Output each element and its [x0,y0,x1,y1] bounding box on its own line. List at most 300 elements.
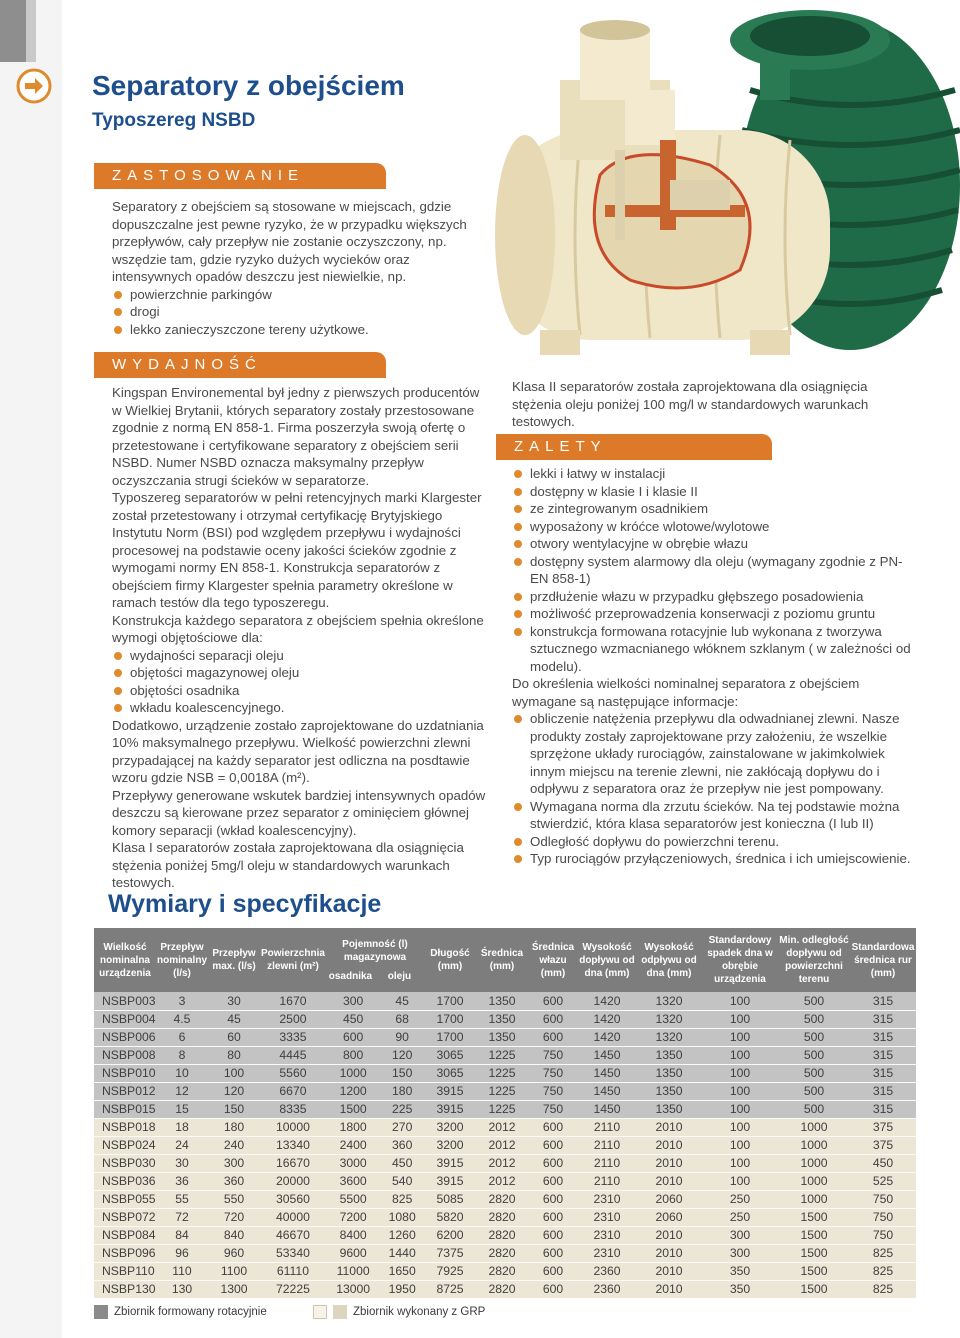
col-header: Min. odległość dopływu od powierzchni terenu [778,928,850,992]
table-cell: 1000 [778,1154,850,1172]
table-cell: 450 [380,1154,424,1172]
table-cell: 1500 [778,1226,850,1244]
table-cell: 825 [850,1262,916,1280]
table-cell: 3915 [424,1100,476,1118]
table-cell: 550 [208,1190,260,1208]
table-cell: 1350 [636,1046,702,1064]
table-cell: 2310 [578,1244,636,1262]
table-cell: 600 [528,1208,578,1226]
table-cell: 1320 [636,1010,702,1028]
table-cell-model: NSBP008 [94,1046,156,1064]
table-cell: 500 [778,1046,850,1064]
table-cell: 240 [208,1136,260,1154]
table-cell: 5500 [326,1190,380,1208]
table-cell: 1700 [424,1010,476,1028]
zalety-info-list [512,710,912,868]
table-cell: 750 [528,1082,578,1100]
table-cell: 1225 [476,1046,528,1064]
table-cell: 500 [778,1100,850,1118]
table-cell: 2820 [476,1190,528,1208]
left-margin-bar [0,0,62,1338]
table-cell: 300 [208,1154,260,1172]
table-cell: 540 [380,1172,424,1190]
table-cell: 100 [702,1172,778,1190]
table-cell: 12 [156,1082,208,1100]
list-item: otwory wentylacyjne w obrębie włazu [512,535,912,553]
table-cell: 1080 [380,1208,424,1226]
table-cell: 2820 [476,1244,528,1262]
specs-table-wrap [94,928,916,1298]
list-item: wyposażony w króćce wlotowe/wylotowe [512,518,912,536]
list-item: konstrukcja formowana rotacyjnie lub wykonana z tworzywa sztucznego wzmacnianego włóknem szklanym ( w zależności od modelu). [512,623,912,676]
table-cell: 1500 [778,1280,850,1298]
col-header: Powierzchnia zlewni (m²) [260,928,326,992]
table-cell: 600 [528,1262,578,1280]
table-cell: 3000 [326,1154,380,1172]
table-row [94,1118,916,1136]
table-cell: 2010 [636,1244,702,1262]
table-cell: 1500 [778,1244,850,1262]
table-cell: 1420 [578,992,636,1010]
zalety-content [512,465,912,868]
table-cell: 500 [778,1010,850,1028]
section-header-zalety: ZALETY [496,434,772,460]
table-cell: 6200 [424,1226,476,1244]
table-cell-model: NSBP018 [94,1118,156,1136]
table-cell: 750 [528,1100,578,1118]
table-cell: 600 [528,1136,578,1154]
table-cell: 600 [326,1028,380,1046]
table-cell: 1420 [578,1010,636,1028]
table-cell: 750 [850,1190,916,1208]
table-cell-model: NSBP015 [94,1100,156,1118]
table-cell: 315 [850,992,916,1010]
table-cell: 3915 [424,1172,476,1190]
table-cell-model: NSBP130 [94,1280,156,1298]
table-cell: 1420 [578,1028,636,1046]
table-cell: 8 [156,1046,208,1064]
table-cell: 1000 [778,1172,850,1190]
table-cell: 225 [380,1100,424,1118]
corner-stripe-light [26,0,36,62]
table-cell: 2400 [326,1136,380,1154]
klasa2-text: Klasa II separatorów została zaprojektowana dla osiągnięcia stężenia oleju poniżej 100 mg/l w standardowych warunkach testowych. [512,379,869,429]
table-cell: 61110 [260,1262,326,1280]
table-cell: 600 [528,1118,578,1136]
col-header-pojemnosc [326,928,424,992]
table-cell: 2060 [636,1208,702,1226]
table-cell: 3335 [260,1028,326,1046]
table-cell: 800 [326,1046,380,1064]
table-cell: 6 [156,1028,208,1046]
table-cell: 315 [850,1046,916,1064]
list-item: wydajności separacji oleju [112,647,488,665]
table-cell: 2820 [476,1208,528,1226]
table-cell: 2010 [636,1136,702,1154]
table-header-row [94,928,916,992]
table-cell: 1700 [424,992,476,1010]
arrow-right-icon [14,66,54,106]
table-cell: 600 [528,992,578,1010]
table-cell: 1650 [380,1262,424,1280]
wydajnosc-text-5: Przepływy generowane wskutek bardziej intensywnych opadów deszczu są kierowane przez separator z ominięciem głównej komory separacji (wkład koalescencyjny). [112,787,486,838]
specs-table [94,928,916,1298]
table-cell: 5085 [424,1190,476,1208]
table-cell: 7925 [424,1262,476,1280]
table-cell: 3065 [424,1064,476,1082]
table-cell: 60 [208,1028,260,1046]
table-cell: 2010 [636,1118,702,1136]
table-cell: 315 [850,1064,916,1082]
table-cell: 300 [326,992,380,1010]
col-header: Wielkość nominalna urządzenia [94,928,156,992]
table-cell: 1450 [578,1082,636,1100]
table-cell: 100 [702,1136,778,1154]
table-cell: 2012 [476,1172,528,1190]
table-cell: 3 [156,992,208,1010]
table-cell: 1200 [326,1082,380,1100]
table-cell: 315 [850,1100,916,1118]
wydajnosc-content [112,384,488,892]
list-item: lekko zanieczyszczone tereny użytkowe. [112,321,472,339]
list-item: dostępny system alarmowy dla oleju (wymagany zgodnie z PN-EN 858-1) [512,553,912,588]
table-cell: 96 [156,1244,208,1262]
table-cell: 46670 [260,1226,326,1244]
table-row [94,1100,916,1118]
col-header: Średnica włazu (mm) [528,928,578,992]
table-cell: 500 [778,1064,850,1082]
table-row [94,1064,916,1082]
col-header: Pojemność (l) magazynowa [342,938,408,963]
col-header: osadnika [328,970,373,982]
col-header: Wysokość dopływu od dna (mm) [578,928,636,992]
table-cell: 825 [850,1244,916,1262]
wydajnosc-text-4: Dodatkowo, urządzenie zostało zaprojektowane do uzdatniania 10% maksymalnego przepływu. Wielkość powierzchni zlewni przypadającej na każdy separator jest odliczna na posdtawie wzoru gdzie NSB = 0,0018A (m²). [112,717,484,785]
zastosowanie-list [112,286,472,339]
table-cell: 130 [156,1280,208,1298]
table-cell: 5560 [260,1064,326,1082]
wydajnosc-list [112,647,488,717]
table-cell: 72 [156,1208,208,1226]
table-cell: 100 [702,1154,778,1172]
table-cell: 500 [778,1028,850,1046]
table-cell-model: NSBP003 [94,992,156,1010]
table-cell: 2310 [578,1226,636,1244]
table-cell: 250 [702,1190,778,1208]
table-cell: 1225 [476,1100,528,1118]
table-cell: 1450 [578,1064,636,1082]
zastosowanie-text: Separatory z obejściem są stosowane w miejscach, gdzie dopuszczalne jest pewne ryzyko, że w przypadku większych przepływów, cały przepływ nie zostanie oczyszczony, np. wszędzie tam, gdzie ryzyko dużych wycieków oraz intensywnych opadów deszczu jest niewielkie, np. [112,199,467,284]
table-cell: 1225 [476,1064,528,1082]
table-row [94,1082,916,1100]
table-cell: 9600 [326,1244,380,1262]
table-cell: 2820 [476,1226,528,1244]
table-cell: 315 [850,1028,916,1046]
table-cell: 315 [850,1010,916,1028]
col-header: Wysokość odpływu od dna (mm) [636,928,702,992]
legend-label: Zbiornik wykonany z GRP [353,1306,486,1318]
col-header: oleju [387,970,412,982]
wydajnosc-text-6: Klasa I separatorów została zaprojektowana dla osiągnięcia stężenia poniżej 5mg/l oleju w standardowych warunkach testowych. [112,840,464,890]
table-cell: 825 [380,1190,424,1208]
table-cell: 315 [850,1082,916,1100]
list-item: Typ rurociągów przyłączeniowych, średnica i ich umiejscowienie. [512,850,912,868]
table-row [94,992,916,1010]
table-row [94,1046,916,1064]
legend-label: Zbiornik formowany rotacyjnie [114,1306,267,1318]
col-header: Standardowy spadek dna w obrębie urządzenia [702,928,778,992]
zastosowanie-content [112,198,472,338]
table-cell: 72225 [260,1280,326,1298]
table-cell: 720 [208,1208,260,1226]
table-cell: 2060 [636,1190,702,1208]
table-cell-model: NSBP096 [94,1244,156,1262]
table-cell: 6670 [260,1082,326,1100]
table-cell: 120 [208,1082,260,1100]
table-cell: 1260 [380,1226,424,1244]
table-cell: 1000 [778,1118,850,1136]
col-header: Standardowa średnica rur (mm) [850,928,916,992]
table-cell: 1100 [208,1262,260,1280]
table-cell: 2310 [578,1208,636,1226]
zalety-intro: Do określenia wielkości nominalnej separatora z obejściem wymagane są następujące informacje: [512,676,860,709]
table-cell: 1000 [326,1064,380,1082]
table-cell: 2110 [578,1154,636,1172]
table-cell: 2010 [636,1154,702,1172]
table-cell: 30 [156,1154,208,1172]
wydajnosc-text-3: Konstrukcja każdego separatora z obejściem spełnia określone wymogi objętościowe dla: [112,612,484,645]
table-cell-model: NSBP072 [94,1208,156,1226]
table-cell: 13340 [260,1136,326,1154]
table-cell-model: NSBP055 [94,1190,156,1208]
table-cell: 30 [208,992,260,1010]
table-cell: 750 [528,1064,578,1082]
table-cell-model: NSBP036 [94,1172,156,1190]
table-cell: 1000 [778,1136,850,1154]
table-cell: 20000 [260,1172,326,1190]
table-cell: 1800 [326,1118,380,1136]
table-cell: 13000 [326,1280,380,1298]
table-cell: 68 [380,1010,424,1028]
table-cell: 90 [380,1028,424,1046]
table-cell: 450 [850,1154,916,1172]
table-cell: 2010 [636,1226,702,1244]
table-cell: 55 [156,1190,208,1208]
table-cell: 180 [208,1118,260,1136]
table-cell: 250 [702,1208,778,1226]
table-cell: 3915 [424,1154,476,1172]
table-cell: 1225 [476,1082,528,1100]
list-item: dostępny w klasie I i klasie II [512,483,912,501]
table-cell: 1350 [636,1082,702,1100]
table-cell: 4.5 [156,1010,208,1028]
table-cell: 100 [702,1100,778,1118]
table-cell: 1500 [326,1100,380,1118]
table-cell: 1350 [476,992,528,1010]
table-cell: 1320 [636,1028,702,1046]
page-title: Separatory z obejściem [92,70,405,101]
table-row [94,1010,916,1028]
table-cell: 100 [702,1082,778,1100]
table-cell: 3200 [424,1118,476,1136]
table-cell: 100 [702,1028,778,1046]
table-row [94,1280,916,1298]
table-row [94,1226,916,1244]
list-item: przdłużenie włazu w przypadku głębszego posadowienia [512,588,912,606]
table-cell: 30560 [260,1190,326,1208]
table-cell: 450 [326,1010,380,1028]
zalety-list [512,465,912,675]
col-header: Przepływ max. (l/s) [208,928,260,992]
table-cell: 600 [528,1190,578,1208]
table-row [94,1244,916,1262]
legend-swatch-beige [333,1305,347,1319]
table-cell: 100 [208,1064,260,1082]
table-cell: 350 [702,1262,778,1280]
table-cell: 110 [156,1262,208,1280]
list-item: objętości osadnika [112,682,488,700]
table-cell: 360 [380,1136,424,1154]
table-cell: 2110 [578,1118,636,1136]
table-cell: 375 [850,1118,916,1136]
table-cell: 18 [156,1118,208,1136]
table-cell: 100 [702,1010,778,1028]
table-row [94,1208,916,1226]
table-cell: 600 [528,1028,578,1046]
separator-tank-image [470,0,960,370]
list-item: ze zintegrowanym osadnikiem [512,500,912,518]
table-cell: 1450 [578,1046,636,1064]
table-cell-model: NSBP004 [94,1010,156,1028]
table-cell-model: NSBP024 [94,1136,156,1154]
table-cell: 3200 [424,1136,476,1154]
table-cell: 5820 [424,1208,476,1226]
table-cell: 2820 [476,1262,528,1280]
table-cell: 53340 [260,1244,326,1262]
table-cell-model: NSBP084 [94,1226,156,1244]
table-cell: 360 [208,1172,260,1190]
table-row [94,1154,916,1172]
table-cell: 84 [156,1226,208,1244]
table-cell: 840 [208,1226,260,1244]
section-header-zastosowanie: ZASTOSOWANIE [94,163,386,189]
table-cell: 7375 [424,1244,476,1262]
table-cell: 1350 [636,1100,702,1118]
table-cell: 100 [702,1046,778,1064]
list-item: Wymagana norma dla zrzutu ścieków. Na tej podstawie można stwierdzić, która klasa separatorów jest konieczna (I lub II) [512,798,912,833]
table-cell: 2012 [476,1118,528,1136]
table-cell: 120 [380,1046,424,1064]
table-cell: 8400 [326,1226,380,1244]
table-cell: 1500 [778,1262,850,1280]
table-cell-model: NSBP030 [94,1154,156,1172]
table-cell: 825 [850,1280,916,1298]
table-cell-model: NSBP010 [94,1064,156,1082]
table-cell: 375 [850,1136,916,1154]
table-cell-model: NSBP110 [94,1262,156,1280]
table-cell: 180 [380,1082,424,1100]
table-cell: 2010 [636,1280,702,1298]
table-cell: 270 [380,1118,424,1136]
table-cell: 2360 [578,1262,636,1280]
table-cell: 1350 [476,1010,528,1028]
table-cell: 8335 [260,1100,326,1118]
table-cell: 36 [156,1172,208,1190]
table-cell: 40000 [260,1208,326,1226]
table-cell: 1700 [424,1028,476,1046]
table-cell: 15 [156,1100,208,1118]
table-cell: 45 [208,1010,260,1028]
table-cell: 600 [528,1154,578,1172]
table-cell: 500 [778,1082,850,1100]
table-cell: 3065 [424,1046,476,1064]
table-row [94,1172,916,1190]
table-cell: 1000 [778,1190,850,1208]
list-item: powierzchnie parkingów [112,286,472,304]
corner-stripe-dark [0,0,26,62]
list-item: obliczenie natężenia przepływu dla odwadnianej zlewni. Nasze produkty zostały zaprojektowane przy założeniu, że wszelkie sprzężone układy rurociągów, zainstalowane w jakimkolwiek innym miejscu na terenie zlewni, nie zakłócają dopływu do i odpływu z separatora oraz że przepływ nie jest pompowany. [512,710,912,798]
table-cell: 600 [528,1244,578,1262]
table-cell: 2012 [476,1136,528,1154]
table-row [94,1136,916,1154]
table-cell: 3915 [424,1082,476,1100]
table-cell: 300 [702,1226,778,1244]
table-cell: 1670 [260,992,326,1010]
table-cell: 2010 [636,1262,702,1280]
col-header: Przepływ nominalny (l/s) [156,928,208,992]
table-cell: 1450 [578,1100,636,1118]
wydajnosc-text-2: Typoszereg separatorów w pełni retencyjnych marki Klargester został przetestowany i otrzymał certyfikację Brytyjskiego Instytutu Norm (BSI) pod względem przepływu i wydajności procesowej na podstawie oceny jakości ścieków zgodnie z wymogami normy EN 858-1. Konstrukcja separatorów z obejściem firmy Klargester spełnia parametry określone w ramach testów dla tego typoszeregu. [112,490,482,610]
table-cell: 350 [702,1280,778,1298]
list-item: wkładu koalescencyjnego. [112,699,488,717]
page-subtitle: Typoszereg NSBD [92,110,256,131]
table-cell: 2012 [476,1154,528,1172]
legend-rotational [94,1305,267,1319]
table-cell: 100 [702,992,778,1010]
table-cell: 750 [528,1046,578,1064]
table-cell-model: NSBP006 [94,1028,156,1046]
specs-table-body [94,992,916,1298]
table-cell: 10000 [260,1118,326,1136]
table-cell: 525 [850,1172,916,1190]
table-cell: 100 [702,1064,778,1082]
legend-swatch-gray [94,1305,108,1319]
list-item: Odległość dopływu do powierzchni terenu. [512,833,912,851]
list-item: drogi [112,303,472,321]
table-cell-model: NSBP012 [94,1082,156,1100]
table-row [94,1190,916,1208]
col-header: Średnica (mm) [476,928,528,992]
table-cell: 150 [208,1100,260,1118]
table-cell: 750 [850,1208,916,1226]
table-cell: 1320 [636,992,702,1010]
specs-title: Wymiary i specyfikacje [108,890,382,918]
list-item: objętości magazynowej oleju [112,664,488,682]
table-cell: 1440 [380,1244,424,1262]
legend-grp [313,1305,485,1319]
table-cell: 2820 [476,1280,528,1298]
table-row [94,1028,916,1046]
table-cell: 3600 [326,1172,380,1190]
subheader-row [326,970,424,983]
table-cell: 8725 [424,1280,476,1298]
table-cell: 500 [778,992,850,1010]
table-cell: 2360 [578,1280,636,1298]
section-header-wydajnosc: WYDAJNOŚĆ [94,352,386,378]
table-cell: 600 [528,1172,578,1190]
table-cell: 1950 [380,1280,424,1298]
list-item: lekki i łatwy w instalacji [512,465,912,483]
